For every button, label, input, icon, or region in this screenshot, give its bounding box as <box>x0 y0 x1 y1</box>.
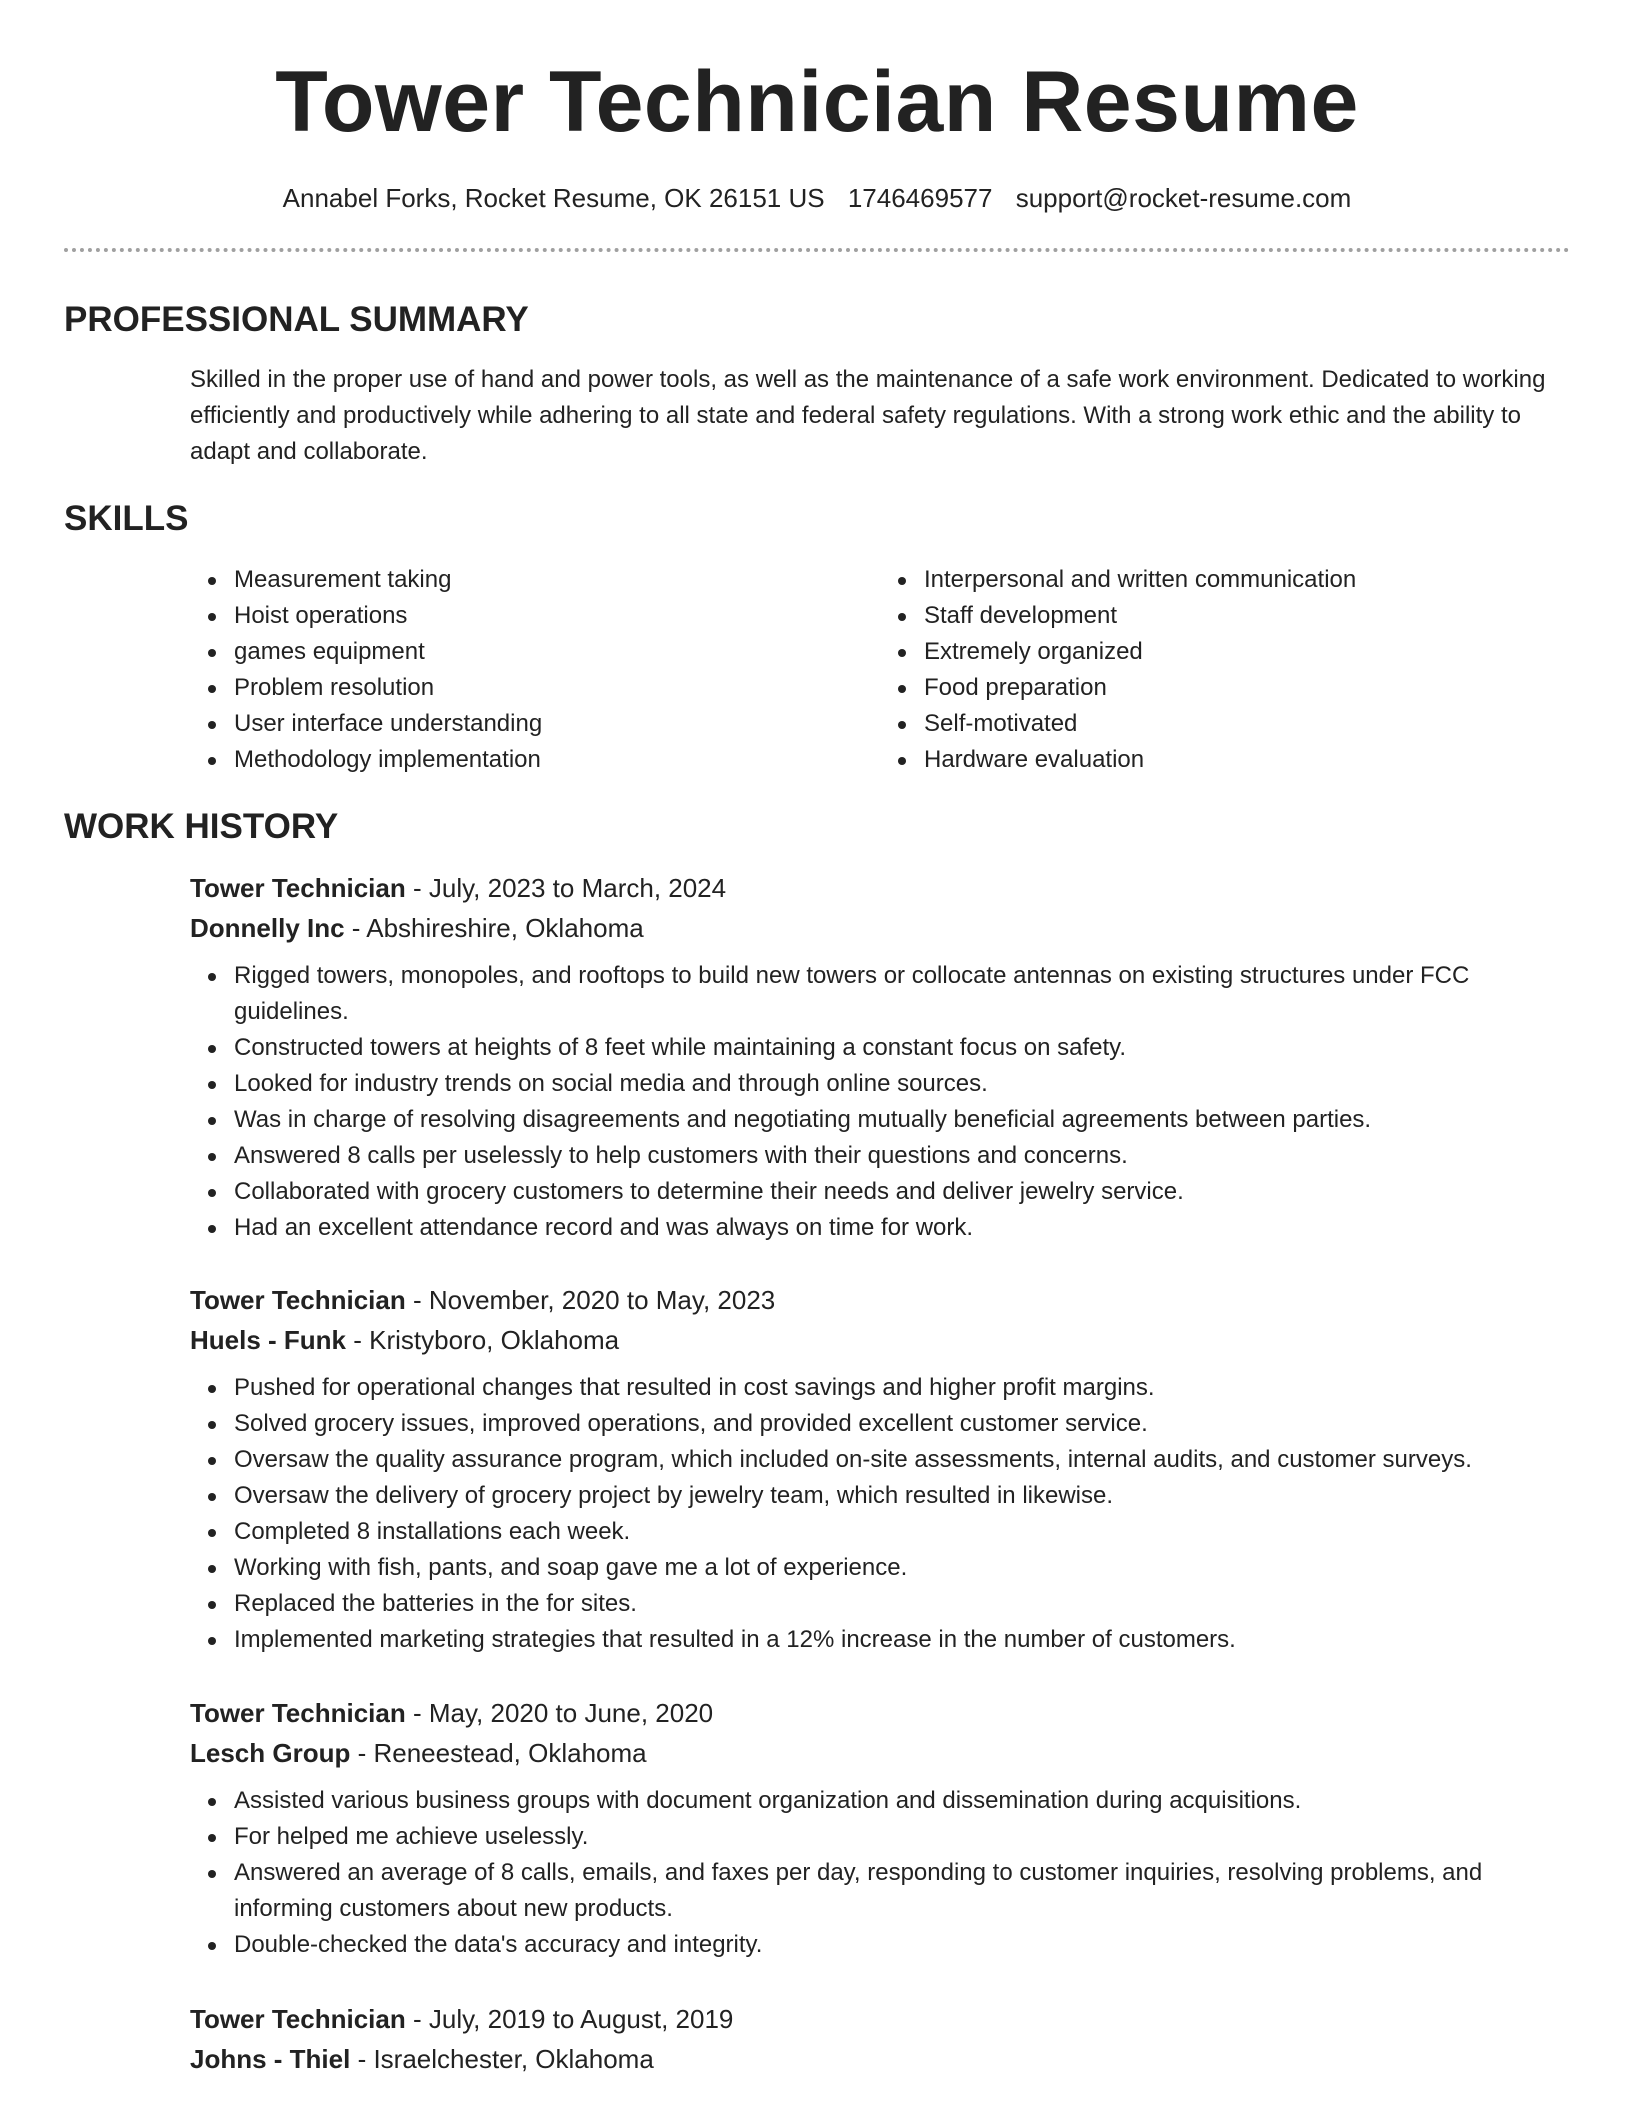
summary-section <box>190 362 1570 470</box>
job-bullets <box>190 1783 1570 1963</box>
job-bullet: Double-checked the data's accuracy and integrity. <box>234 1927 1570 1963</box>
summary-heading: PROFESSIONAL SUMMARY <box>64 300 529 339</box>
job-dates: - July, 2019 to August, 2019 <box>405 2004 734 2034</box>
job-bullet: Oversaw the quality assurance program, which included on-site assessments, internal audits, and customer surveys. <box>234 1442 1570 1478</box>
company-name: Johns - Thiel <box>190 2044 351 2074</box>
skill-item: Measurement taking <box>234 562 880 598</box>
job-entry <box>190 868 1570 1246</box>
skill-item: Food preparation <box>924 670 1570 706</box>
skills-section <box>190 562 1570 778</box>
company-name: Donnelly Inc <box>190 913 345 943</box>
job-title-line <box>190 1693 1570 1733</box>
job-title-line <box>190 1999 1570 2039</box>
contact-phone: 1746469577 <box>847 183 993 213</box>
company-line <box>190 2039 1570 2079</box>
company-location: - Israelchester, Oklahoma <box>350 2044 654 2074</box>
job-entry <box>190 1999 1570 2079</box>
job-bullet: Implemented marketing strategies that resulted in a 12% increase in the number of customers. <box>234 1622 1570 1658</box>
job-bullet: Rigged towers, monopoles, and rooftops to build new towers or collocate antennas on existing structures under FCC guidelines. <box>234 958 1570 1030</box>
job-title: Tower Technician <box>190 873 406 903</box>
job-bullet: Answered 8 calls per uselessly to help customers with their questions and concerns. <box>234 1138 1570 1174</box>
job-dates: - November, 2020 to May, 2023 <box>405 1285 776 1315</box>
job-title: Tower Technician <box>190 1698 406 1728</box>
skill-item: Problem resolution <box>234 670 880 706</box>
company-name: Lesch Group <box>190 1738 351 1768</box>
job-bullet: Looked for industry trends on social media and through online sources. <box>234 1066 1570 1102</box>
skill-item: Staff development <box>924 598 1570 634</box>
skill-item: Hoist operations <box>234 598 880 634</box>
job-bullets <box>190 1370 1570 1658</box>
company-location: - Abshireshire, Oklahoma <box>344 913 644 943</box>
job-title: Tower Technician <box>190 2004 406 2034</box>
skill-item: Interpersonal and written communication <box>924 562 1570 598</box>
job-title-line <box>190 868 1570 908</box>
company-location: - Kristyboro, Oklahoma <box>346 1325 620 1355</box>
skills-list-left <box>190 562 880 778</box>
contact-line <box>64 180 1570 216</box>
skill-item: Methodology implementation <box>234 742 880 778</box>
job-bullet: Constructed towers at heights of 8 feet while maintaining a constant focus on safety. <box>234 1030 1570 1066</box>
job-bullet: Collaborated with grocery customers to determine their needs and deliver jewelry service. <box>234 1174 1570 1210</box>
job-bullet: Replaced the batteries in the for sites. <box>234 1586 1570 1622</box>
skill-item: Hardware evaluation <box>924 742 1570 778</box>
skill-item: User interface understanding <box>234 706 880 742</box>
contact-address: Annabel Forks, Rocket Resume, OK 26151 US <box>282 183 825 213</box>
skill-item: games equipment <box>234 634 880 670</box>
job-bullet: Was in charge of resolving disagreements and negotiating mutually beneficial agreements between parties. <box>234 1102 1570 1138</box>
company-line <box>190 1320 1570 1360</box>
job-bullet: For helped me achieve uselessly. <box>234 1819 1570 1855</box>
job-bullet: Working with fish, pants, and soap gave me a lot of experience. <box>234 1550 1570 1586</box>
job-entry <box>190 1693 1570 1963</box>
job-entry <box>190 1280 1570 1658</box>
job-dates: - July, 2023 to March, 2024 <box>405 873 727 903</box>
job-title: Tower Technician <box>190 1285 406 1315</box>
job-bullet: Oversaw the delivery of grocery project by jewelry team, which resulted in likewise. <box>234 1478 1570 1514</box>
job-dates: - May, 2020 to June, 2020 <box>405 1698 714 1728</box>
work-history-heading: WORK HISTORY <box>64 807 339 846</box>
company-name: Huels - Funk <box>190 1325 347 1355</box>
job-bullet: Assisted various business groups with document organization and dissemination during acquisitions. <box>234 1783 1570 1819</box>
skills-list-right <box>880 562 1570 778</box>
job-bullet: Had an excellent attendance record and was always on time for work. <box>234 1210 1570 1246</box>
job-bullet: Solved grocery issues, improved operations, and provided excellent customer service. <box>234 1406 1570 1442</box>
company-location: - Reneestead, Oklahoma <box>350 1738 647 1768</box>
skill-item: Extremely organized <box>924 634 1570 670</box>
job-bullet: Pushed for operational changes that resulted in cost savings and higher profit margins. <box>234 1370 1570 1406</box>
summary-text: Skilled in the proper use of hand and power tools, as well as the maintenance of a safe work environment. Dedicated to working efficiently and productively while adhering to all state and federal safety regulations. With a strong work ethic and the ability to adapt and collaborate. <box>190 366 1546 465</box>
job-bullets <box>190 958 1570 1246</box>
company-line <box>190 908 1570 948</box>
skill-item: Self-motivated <box>924 706 1570 742</box>
resume-title: Tower Technician Resume <box>275 54 1359 150</box>
job-title-line <box>190 1280 1570 1320</box>
job-bullet: Answered an average of 8 calls, emails, and faxes per day, responding to customer inquiries, resolving problems, and informing customers about new products. <box>234 1855 1570 1927</box>
company-line <box>190 1733 1570 1773</box>
skills-heading: SKILLS <box>64 499 189 538</box>
header-divider <box>64 248 1570 252</box>
job-bullet: Completed 8 installations each week. <box>234 1514 1570 1550</box>
contact-email[interactable]: support@rocket-resume.com <box>1015 183 1352 213</box>
